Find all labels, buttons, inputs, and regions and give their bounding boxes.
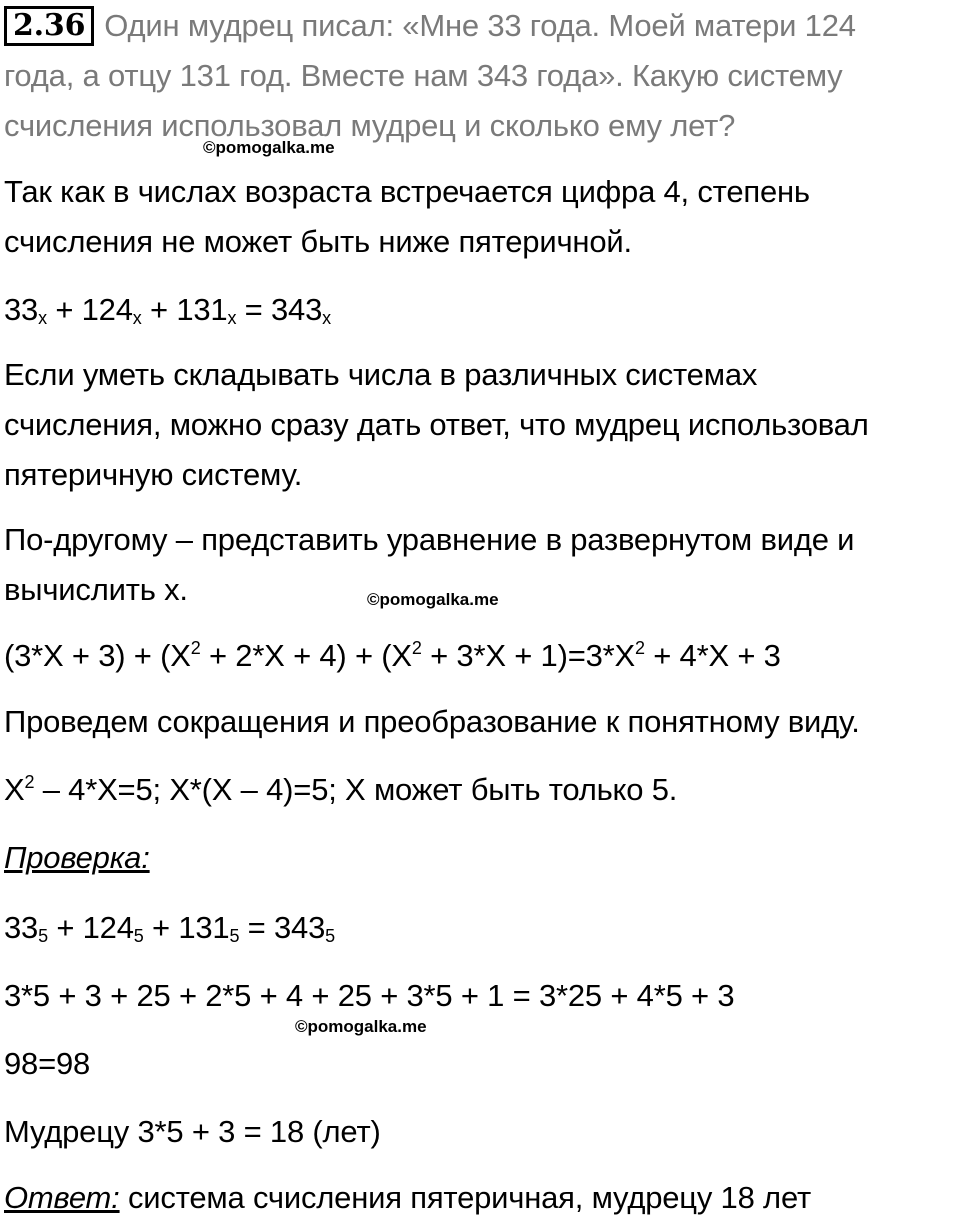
age-calculation: Мудрецу 3*5 + 3 = 18 (лет) [4, 1114, 381, 1149]
problem-number: 2.36 [4, 6, 94, 46]
paragraph-2-line-3: пятеричную систему. [4, 457, 303, 492]
check-expansion: 3*5 + 3 + 25 + 2*5 + 4 + 25 + 3*5 + 1 = 3*25 + 4*5 + 3 [4, 978, 735, 1013]
paragraph-2-line-1: Если уметь складывать числа в различных системах [4, 357, 758, 392]
equation-base-x: $33_x + 124_x + 131_x = 343_x$ [4, 292, 331, 328]
simplified-equation: $X^2 - 4*X=5$; X*(X – 4)=5; X может быть только 5. [4, 772, 678, 807]
watermark: ©pomogalka.me [367, 590, 499, 609]
problem-line-2: года, а отцу 131 год. Вместе нам 343 года». Какую систему [4, 58, 843, 93]
watermark: ©pomogalka.me [203, 138, 335, 157]
answer-text: система счисления пятеричная, мудрецу 18 лет [119, 1180, 811, 1215]
paragraph-4: Проведем сокращения и преобразование к понятному виду. [4, 704, 860, 739]
paragraph-1-line-1: Так как в числах возраста встречается цифра 4, степень [4, 174, 810, 209]
paragraph-1-line-2: счисления не может быть ниже пятеричной. [4, 224, 632, 259]
problem-line-3: счисления использовал мудрец и сколько ему лет? [4, 108, 736, 143]
answer-line [4, 1178, 811, 1218]
problem-line-1: 2.36 Один мудрец писал: «Мне 33 года. Моей матери 124 [4, 6, 856, 47]
equation-base-5: $33_5 + 124_5 + 131_5 = 343_5$ [4, 910, 335, 946]
paragraph-2-line-2: счисления, можно сразу дать ответ, что мудрец использовал [4, 407, 869, 442]
watermark: ©pomogalka.me [295, 1017, 427, 1036]
paragraph-3-line-2: вычислить х. [4, 572, 188, 607]
expanded-equation: $(3*X + 3) + (X^2 + 2*X + 4) + (X^2 + 3*X + 1)=3*X^2 + 4*X + 3$ [4, 638, 781, 673]
check-result: 98=98 [4, 1046, 91, 1081]
answer-label: Ответ: [4, 1180, 120, 1215]
paragraph-3-line-1: По-другому – представить уравнение в развернутом виде и [4, 522, 855, 557]
check-heading: Проверка: [4, 840, 150, 875]
